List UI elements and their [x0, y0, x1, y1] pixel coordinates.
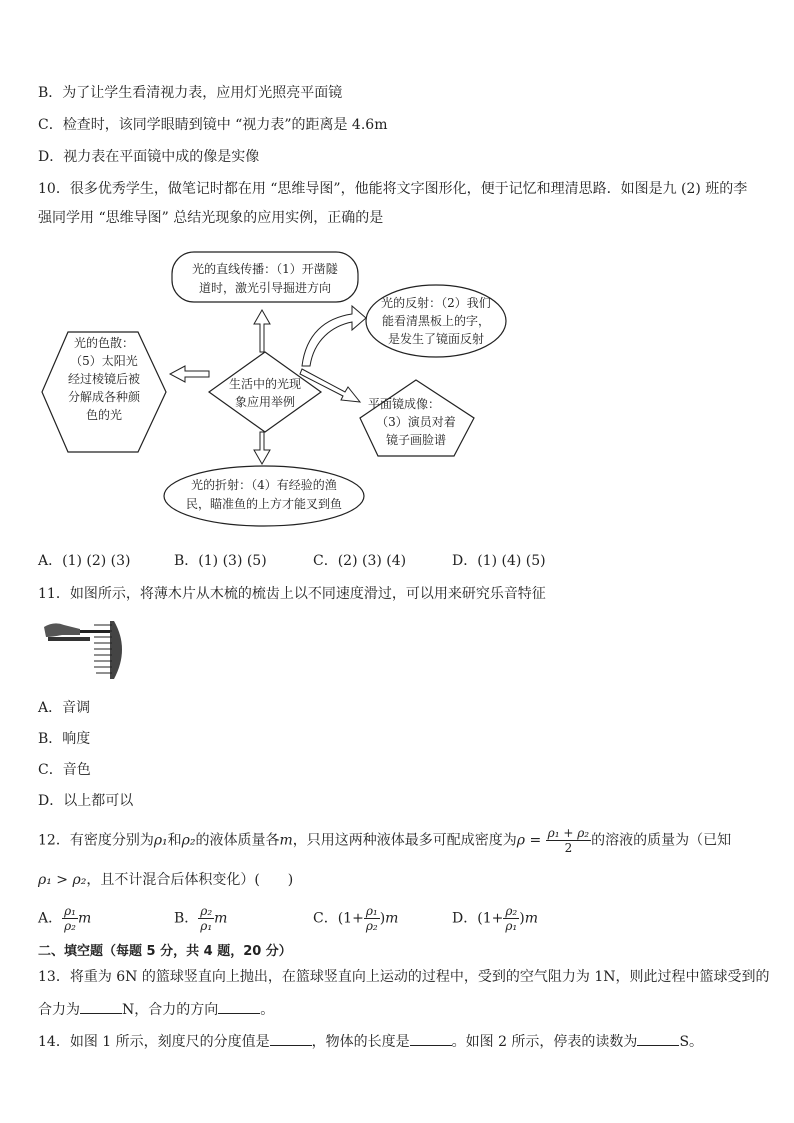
q10-stem-line1: 10．很多优秀学生，做笔记时都在用 “思维导图”，他能将文字图形化，便于记忆和理清思路．如图是九 (2) 班的李 [38, 181, 748, 197]
q12-condition: ρ₁ > ρ₂ [38, 872, 87, 888]
section-heading: 二、填空题（每题 5 分，共 4 题，20 分） [38, 944, 292, 959]
left-text-1: 光的色散： [73, 336, 135, 350]
rho-fraction: $\frac{\text{ρ₁ + ρ₂}}{2}$ [547, 826, 590, 855]
q14-blank-1[interactable] [270, 1033, 312, 1046]
curve-arrow-icon [302, 306, 366, 366]
q11-stem: 11．如图所示，将薄木片从木梳的梳齿上以不同速度滑过，可以用来研究乐音特征 [38, 586, 546, 602]
q12-text-1: 12．有密度分别为 [38, 832, 154, 849]
q12-stem-line1 [38, 826, 731, 855]
q10-option-b: B．(1) (3) (5) [174, 553, 267, 569]
pent-text-3: 镜子画脸谱 [385, 433, 447, 447]
comb-illustration [40, 613, 130, 683]
mind-map-diagram [40, 242, 370, 542]
bottom-text-1: 光的折射：（4）有经验的渔 [191, 478, 337, 492]
right-text-2: 能看清黑板上的字， [381, 314, 491, 328]
q13-blank-1[interactable] [80, 1001, 122, 1014]
q12-text-4: 的溶液的质量为（已知 [591, 832, 732, 849]
q13-line1: 13．将重为 6N 的篮球竖直向上抛出，在篮球竖直向上运动的过程中，受到的空气阻力为 1N，则此过程中篮球受到的 [38, 969, 770, 985]
q12-text-2: 的液体质量各 [195, 832, 280, 849]
pent-text-1: 平面镜成像： [367, 397, 441, 411]
q14-blank-2[interactable] [410, 1033, 452, 1046]
q14-line: 14．如图 1 所示，刻度尺的分度值是 ，物体的长度是 。如图 2 所示，停表的读数为 S。 [38, 1034, 704, 1050]
pentagon-box [358, 378, 478, 458]
bottom-text-2: 民，瞄准鱼的上方才能叉到鱼 [185, 497, 343, 511]
q12-text-3: ，只用这两种液体最多可配成密度为 [292, 832, 517, 849]
q12-and: 和 [167, 832, 182, 849]
q11-option-a: A．音调 [38, 700, 91, 716]
rho2-symbol: ρ₂ [181, 832, 196, 849]
q14-blank-3[interactable] [637, 1033, 679, 1046]
q10-option-a: A．(1) (2) (3) [38, 553, 131, 569]
q10-option-d: D．(1) (4) (5) [452, 553, 546, 569]
right-text-3: 是发生了镜面反射 [387, 332, 485, 346]
q12-text-5: ，且不计混合后体积变化）( ) [86, 872, 294, 888]
q9-option-b: B．为了让学生看清视力表，应用灯光照亮平面镜 [38, 85, 343, 101]
left-text-4: 分解成各种颜 [67, 390, 141, 404]
right-oval [364, 283, 509, 363]
pent-text-2: （3）演员对着 [376, 415, 456, 429]
right-text-1: 光的反射：（2）我们 [381, 296, 491, 310]
q13-blank-2[interactable] [218, 1001, 260, 1014]
top-text-1: 光的直线传播：（1）开凿隧 [192, 262, 338, 276]
mass-symbol: m [279, 832, 293, 849]
q10-option-c: C．(2) (3) (4) [313, 553, 407, 569]
q12-option-c: C．(1+ $\frac{\text{ρ₁}}{\text{ρ₂}}$ )m [313, 904, 399, 933]
up-arrow-icon [254, 310, 270, 352]
q11-option-b: B．响度 [38, 731, 91, 747]
center-text-1: 生活中的光现 [228, 377, 302, 391]
left-arrow-icon [170, 366, 209, 382]
q10-stem-line2: 强同学用 “思维导图” 总结光现象的应用实例，正确的是 [38, 210, 384, 226]
left-text-5: 色的光 [85, 408, 123, 422]
q12-option-b: B． $\frac{\text{ρ₂}}{\text{ρ₁}}$ m [174, 904, 228, 933]
rho-eq: ρ = [516, 832, 542, 849]
rho1-symbol: ρ₁ [153, 832, 168, 849]
q13-line2: 合力为 N，合力的方向 。 [38, 1002, 275, 1018]
left-text-3: 经过棱镜后被 [67, 372, 141, 386]
q12-option-a: A． $\frac{\text{ρ₁}}{\text{ρ₂}}$ m [38, 904, 92, 933]
down-arrow-icon [254, 432, 270, 464]
q12-option-d: D．(1+ $\frac{\text{ρ₂}}{\text{ρ₁}}$ )m [452, 904, 538, 933]
q11-option-d: D．以上都可以 [38, 793, 134, 809]
q11-option-c: C．音色 [38, 762, 91, 778]
left-text-2: （5）太阳光 [70, 354, 138, 368]
top-text-2: 道时，激光引导掘进方向 [198, 281, 332, 295]
center-text-2: 象应用举例 [234, 395, 296, 409]
q9-option-d: D．视力表在平面镜中成的像是实像 [38, 149, 260, 165]
q9-option-c: C．检查时，该同学眼睛到镜中 “视力表”的距离是 4.6m [38, 117, 388, 133]
q12-stem-line2 [38, 869, 293, 889]
bottom-ellipse [164, 466, 364, 526]
